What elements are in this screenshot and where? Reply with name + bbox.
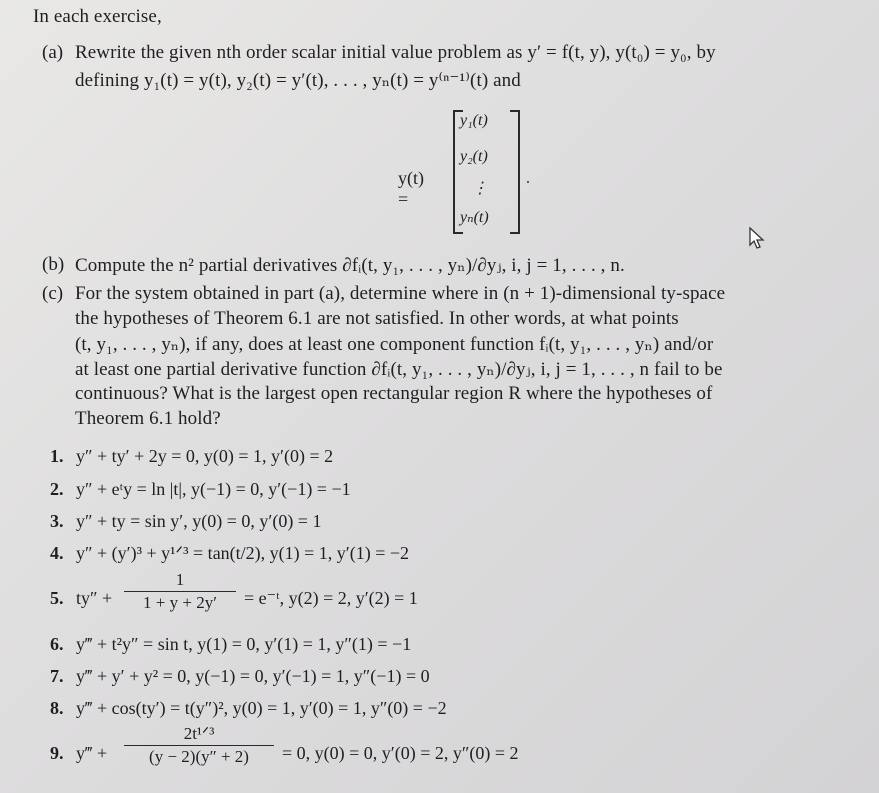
exercise-equation: y″ + (y′)³ + y¹ᐟ³ = tan(t/2), y(1) = 1, y′(1) = −2: [76, 543, 410, 563]
fraction-bar: [124, 745, 274, 746]
part-c-line-4: at least one partial derivative function ∂fᵢ(t, y₁, . . . , yₙ)/∂yⱼ, i, j = 1, . . . , n fail to be: [75, 359, 723, 380]
intro-text: In each exercise,: [33, 6, 162, 27]
fraction-denominator: (y − 2)(y″ + 2): [149, 747, 249, 766]
matrix-entry-1: y₁(t): [460, 112, 488, 129]
exercise-equation: y″ + eᵗy = ln |t|, y(−1) = 0, y′(−1) = −1: [76, 479, 351, 499]
matrix-entry-n: yₙ(t): [460, 209, 489, 226]
exercise-equation-suffix: = 0, y(0) = 0, y′(0) = 2, y″(0) = 2: [282, 743, 519, 763]
fraction-numerator: 2t¹ᐟ³: [183, 724, 215, 743]
matrix-entry-2: y₂(t): [460, 148, 488, 165]
exercise-equation: y‴ + y′ + y² = 0, y(−1) = 0, y′(−1) = 1, y″(−1) = 0: [76, 666, 430, 686]
exercise-number: 9.: [50, 743, 64, 763]
exercise-equation: y‴ + t²y″ = sin t, y(1) = 0, y′(1) = 1, y″(1) = −1: [76, 634, 412, 654]
exercise-number: 1.: [50, 446, 64, 466]
part-c-label: (c): [42, 283, 64, 304]
part-a-line-2: defining y₁(t) = y(t), y₂(t) = y′(t), . . . , yₙ(t) = y⁽ⁿ⁻¹⁾(t) and: [75, 70, 521, 91]
exercise-equation-prefix: y‴ +: [76, 743, 108, 763]
part-c-line-1: For the system obtained in part (a), determine where in (n + 1)-dimensional ty-space: [75, 283, 726, 304]
exercise-number: 7.: [50, 666, 64, 686]
mouse-pointer-icon: [747, 226, 769, 250]
part-b-line-1: Compute the n² partial derivatives ∂fᵢ(t, y₁, . . . , yₙ)/∂yⱼ, i, j = 1, . . . , n.: [75, 255, 625, 276]
matrix-period: .: [526, 170, 530, 187]
part-a-line-1: Rewrite the given nth order scalar initial value problem as y′ = f(t, y), y(t₀) = y₀, by: [75, 42, 716, 63]
matrix-entry-dots: ⋮: [472, 180, 488, 197]
exercise-equation-prefix: ty″ +: [76, 588, 113, 608]
exercise-number: 6.: [50, 634, 64, 654]
fraction: [124, 724, 274, 767]
exercise-number: 4.: [50, 543, 64, 563]
exercise-number: 8.: [50, 698, 64, 718]
exercise-number: 2.: [50, 479, 64, 499]
fraction-denominator: 1 + y + 2y′: [143, 593, 217, 612]
fraction-bar: [124, 591, 236, 592]
fraction: [124, 570, 236, 613]
exercise-equation: y‴ + cos(ty′) = t(y″)², y(0) = 1, y′(0) = 1, y″(0) = −2: [76, 698, 447, 718]
exercise-equation: y″ + ty = sin y′, y(0) = 0, y′(0) = 1: [76, 511, 322, 531]
part-c-line-6: Theorem 6.1 hold?: [75, 408, 221, 429]
part-c-line-5: continuous? What is the largest open rectangular region R where the hypotheses of: [75, 383, 713, 404]
matrix-lhs: y(t) =: [398, 168, 424, 209]
exercise-number: 5.: [50, 588, 64, 608]
fraction-numerator: 1: [175, 570, 185, 589]
exercise-equation-suffix: = e⁻ᵗ, y(2) = 2, y′(2) = 1: [244, 588, 418, 608]
part-a-label: (a): [42, 42, 64, 63]
part-c-line-2: the hypotheses of Theorem 6.1 are not satisfied. In other words, at what points: [75, 308, 679, 329]
right-bracket: [510, 110, 520, 234]
part-b-label: (b): [42, 254, 65, 275]
exercise-number: 3.: [50, 511, 64, 531]
exercise-equation: y″ + ty′ + 2y = 0, y(0) = 1, y′(0) = 2: [76, 446, 334, 466]
part-c-line-3: (t, y₁, . . . , yₙ), if any, does at least one component function fᵢ(t, y₁, . . . , yₙ) and/or: [75, 334, 714, 355]
